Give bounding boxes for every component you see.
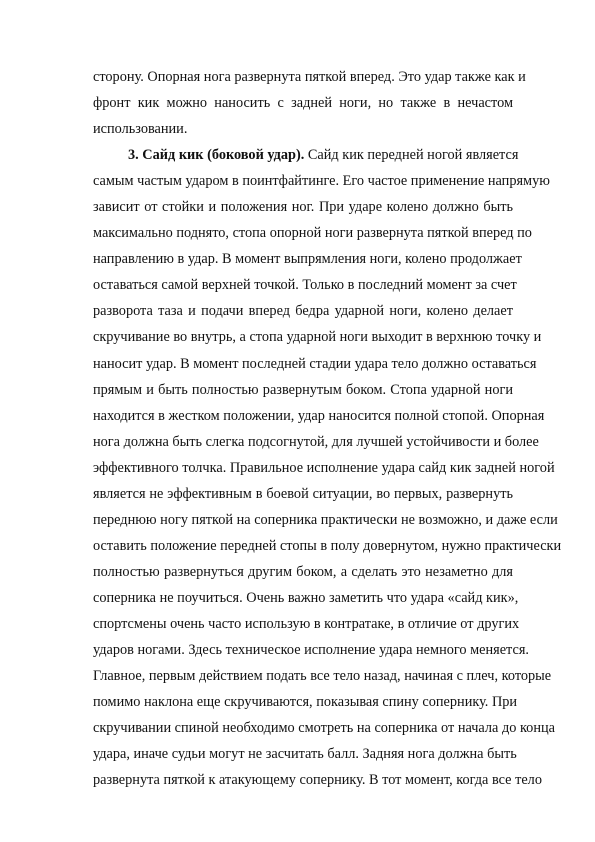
text-line: является не эффективным в боевой ситуации, во первых, развернуть bbox=[93, 485, 513, 502]
text-line: самым частым ударом в поинтфайтинге. Его частое применение напрямую bbox=[93, 173, 550, 190]
body-text bbox=[93, 64, 562, 793]
text-line: помимо наклона еще скручиваются, показывая спину сопернику. При bbox=[93, 694, 518, 711]
text-line: скручивании спиной необходимо смотреть на соперника от начала до конца bbox=[93, 720, 555, 737]
text-line: оставаться самой верхней точкой. Только в последний момент за счет bbox=[93, 277, 517, 294]
text-line: ударов ногами. Здесь техническое исполнение удара немного меняется. bbox=[93, 642, 529, 659]
text-line: прямым и быть полностью развернутым боком. Стопа ударной ноги bbox=[93, 381, 513, 398]
text-line: Главное, первым действием подать все тело назад, начиная с плеч, которые bbox=[93, 668, 552, 685]
section-heading: 3. Сайд кик (боковой удар). bbox=[128, 147, 305, 164]
text-line: скручивание во внутрь, а стопа ударной ноги выходит в верхнюю точку и bbox=[93, 329, 542, 346]
text-line: максимально поднято, стопа опорной ноги развернута пяткой вперед по bbox=[93, 225, 532, 242]
text-line: развернута пяткой к атакующему сопернику. В тот момент, когда все тело bbox=[93, 772, 542, 789]
text-line: фронт кик можно наносить с задней ноги, но также в нечастом bbox=[93, 95, 513, 112]
text-line: сторону. Опорная нога развернута пяткой вперед. Это удар также как и bbox=[93, 69, 526, 85]
section-heading-line bbox=[93, 142, 519, 168]
text-line: удара, иначе судьи могут не засчитать балл. Задняя нога должна быть bbox=[93, 746, 517, 763]
text-line: нога должна быть слегка подсогнутой, для лучшей устойчивости и более bbox=[93, 433, 539, 450]
text-line: спортсмены очень часто использую в контратаке, в отличие от других bbox=[93, 615, 520, 632]
text-line: использовании. bbox=[93, 121, 188, 138]
text-line: оставить положение передней стопы в полу довернутом, нужно практически bbox=[93, 537, 562, 554]
heading-continuation: Сайд кик передней ногой является bbox=[304, 147, 519, 164]
text-line: находится в жестком положении, удар наносится полной стопой. Опорная bbox=[93, 407, 545, 424]
text-line: наносит удар. В момент последней стадии удара тело должно оставаться bbox=[93, 355, 537, 372]
text-line: эффективного толчка. Правильное исполнение удара сайд кик задней ногой bbox=[93, 459, 555, 476]
text-line: соперника не поучиться. Очень важно заметить что удара «сайд кик», bbox=[93, 589, 519, 606]
text-line: разворота таза и подачи вперед бедра ударной ноги, колено делает bbox=[93, 303, 513, 320]
text-line: направлению в удар. В момент выпрямления ноги, колено продолжает bbox=[93, 251, 522, 268]
text-line: полностью развернуться другим боком, а сделать это незаметно для bbox=[93, 563, 513, 580]
text-line: переднюю ногу пяткой на соперника практически не возможно, и даже если bbox=[93, 511, 558, 528]
text-line: зависит от стойки и положения ног. При ударе колено должно быть bbox=[93, 199, 513, 216]
